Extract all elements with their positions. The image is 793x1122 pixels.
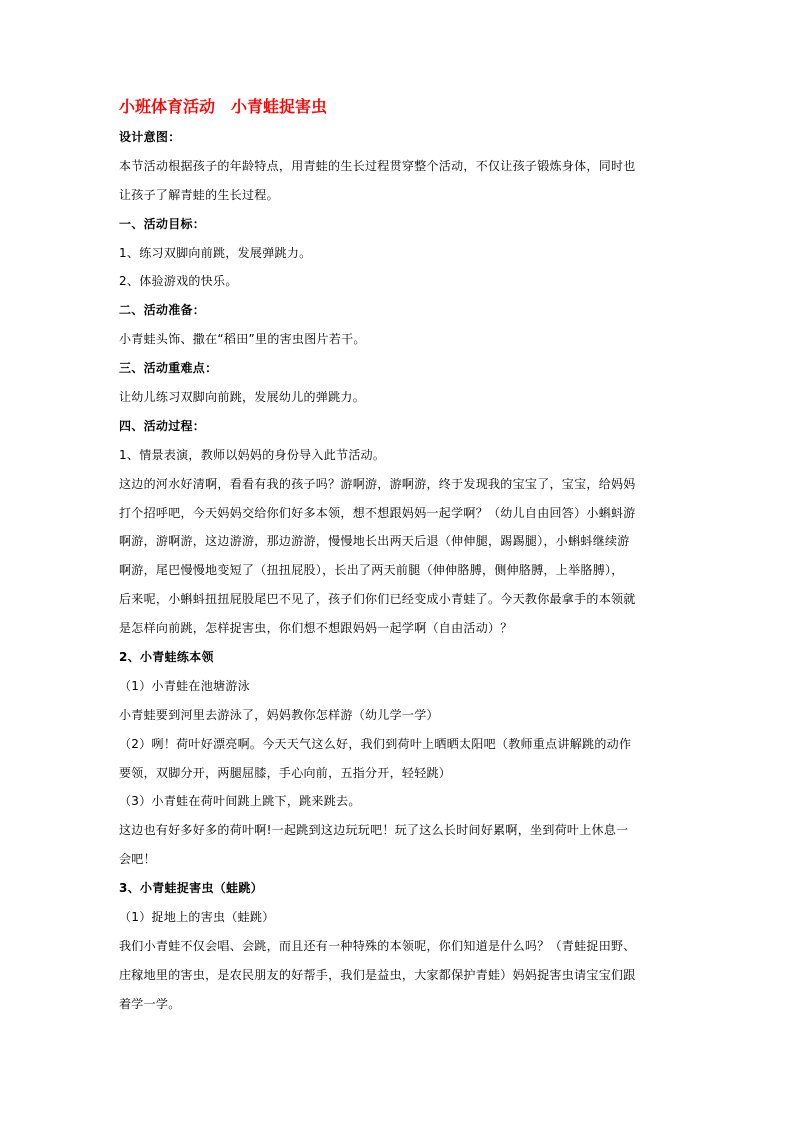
body-text-line: 让幼儿练习双脚向前跳，发展幼儿的弹跳力。: [119, 390, 366, 405]
body-text-line: 庄稼地里的害虫，是农民朋友的好帮手，我们是益虫，大家都保护青蛙）妈妈捉害虫请宝宝们跟: [119, 967, 636, 982]
body-text-line: 要领，双脚分开，两腿屈膝，手心向前，五指分开，轻轻跳）: [119, 765, 452, 780]
body-text-line: （1）捉地上的害虫（蛙跳）: [119, 910, 275, 925]
body-text-line: 小青蛙头饰、撒在“稻田”里的害虫图片若干。: [119, 332, 366, 347]
section-heading: 3、小青蛙捉害虫（蛙跳）: [119, 881, 263, 896]
body-text-line: 打个招呼吧，今天妈妈交给你们好多本领，想不想跟妈妈一起学啊？（幼儿自由回答）小蝌蚪游: [119, 505, 636, 520]
title-part-1: 小班体育活动: [119, 97, 216, 116]
body-text-line: 本节活动根据孩子的年龄特点，用青蛙的生长过程贯穿整个活动，不仅让孩子锻炼身体，同时也: [119, 158, 636, 173]
body-text-line: 2、体验游戏的快乐。: [119, 274, 238, 289]
section-heading: 一、活动目标：: [119, 216, 206, 231]
body-text-line: 啊游，游啊游，这边游游，那边游游，慢慢地长出两天后退（伸伸腿，踢踢腿），小蝌蚪继续游: [119, 534, 630, 549]
section-heading: 四、活动过程：: [119, 418, 206, 433]
body-text-line: （2）咧！荷叶好漂亮啊。今天天气这么好，我们到荷叶上晒晒太阳吧（教师重点讲解跳的动作: [119, 736, 632, 751]
body-text-line: 这边也有好多好多的荷叶啊!一起跳到这边玩玩吧！玩了这么长时间好累啊，坐到荷叶上休息一: [119, 823, 629, 838]
body-text-line: 1、练习双脚向前跳，发展弹跳力。: [119, 245, 312, 260]
section-heading: 三、活动重难点：: [119, 361, 218, 376]
section-heading: 二、活动准备：: [119, 303, 206, 318]
body-text-line: 啊游，尾巴慢慢地变短了（扭扭屁股），长出了两天前腿（伸伸胳膊，侧伸胳膊，上举胳膊），: [119, 563, 624, 578]
body-text-line: 小青蛙要到河里去游泳了，妈妈教你怎样游（幼儿学一学）: [119, 707, 439, 722]
body-text-line: 1、情景表演，教师以妈妈的身份导入此节活动。: [119, 447, 386, 462]
body-text-line: 着学一学。: [119, 996, 181, 1011]
body-text-line: （3）小青蛙在荷叶间跳上跳下，跳来跳去。: [119, 794, 361, 809]
body-text-line: 这边的河水好清啊，看看有我的孩子吗？游啊游，游啊游，终于发现我的宝宝了，宝宝，给妈妈: [119, 476, 636, 491]
body-text-line: 我们小青蛙不仅会唱、会跳，而且还有一种特殊的本领呢，你们知道是什么吗？（青蛙捉田野、: [119, 938, 636, 953]
body-text-line: （1）小青蛙在池塘游泳: [119, 678, 250, 693]
body-text-line: 会吧！: [119, 852, 156, 867]
body-text-line: 是怎样向前跳，怎样捉害虫，你们想不想跟妈妈一起学啊（自由活动）？: [119, 621, 513, 636]
section-heading: 2、小青蛙练本领: [119, 650, 214, 665]
body-text-line: 后来呢，小蝌蚪扭扭屁股尾巴不见了，孩子们你们已经变成小青蛙了。今天教你最拿手的本领就: [119, 592, 636, 607]
document-title: [119, 95, 679, 119]
body-text-line: 让孩子了解青蛙的生长过程。: [119, 187, 279, 202]
section-heading: 设计意图：: [119, 130, 181, 144]
document-page: [119, 95, 679, 1019]
title-part-2: 小青蛙捉害虫: [231, 97, 328, 116]
document-body: [119, 123, 679, 1019]
